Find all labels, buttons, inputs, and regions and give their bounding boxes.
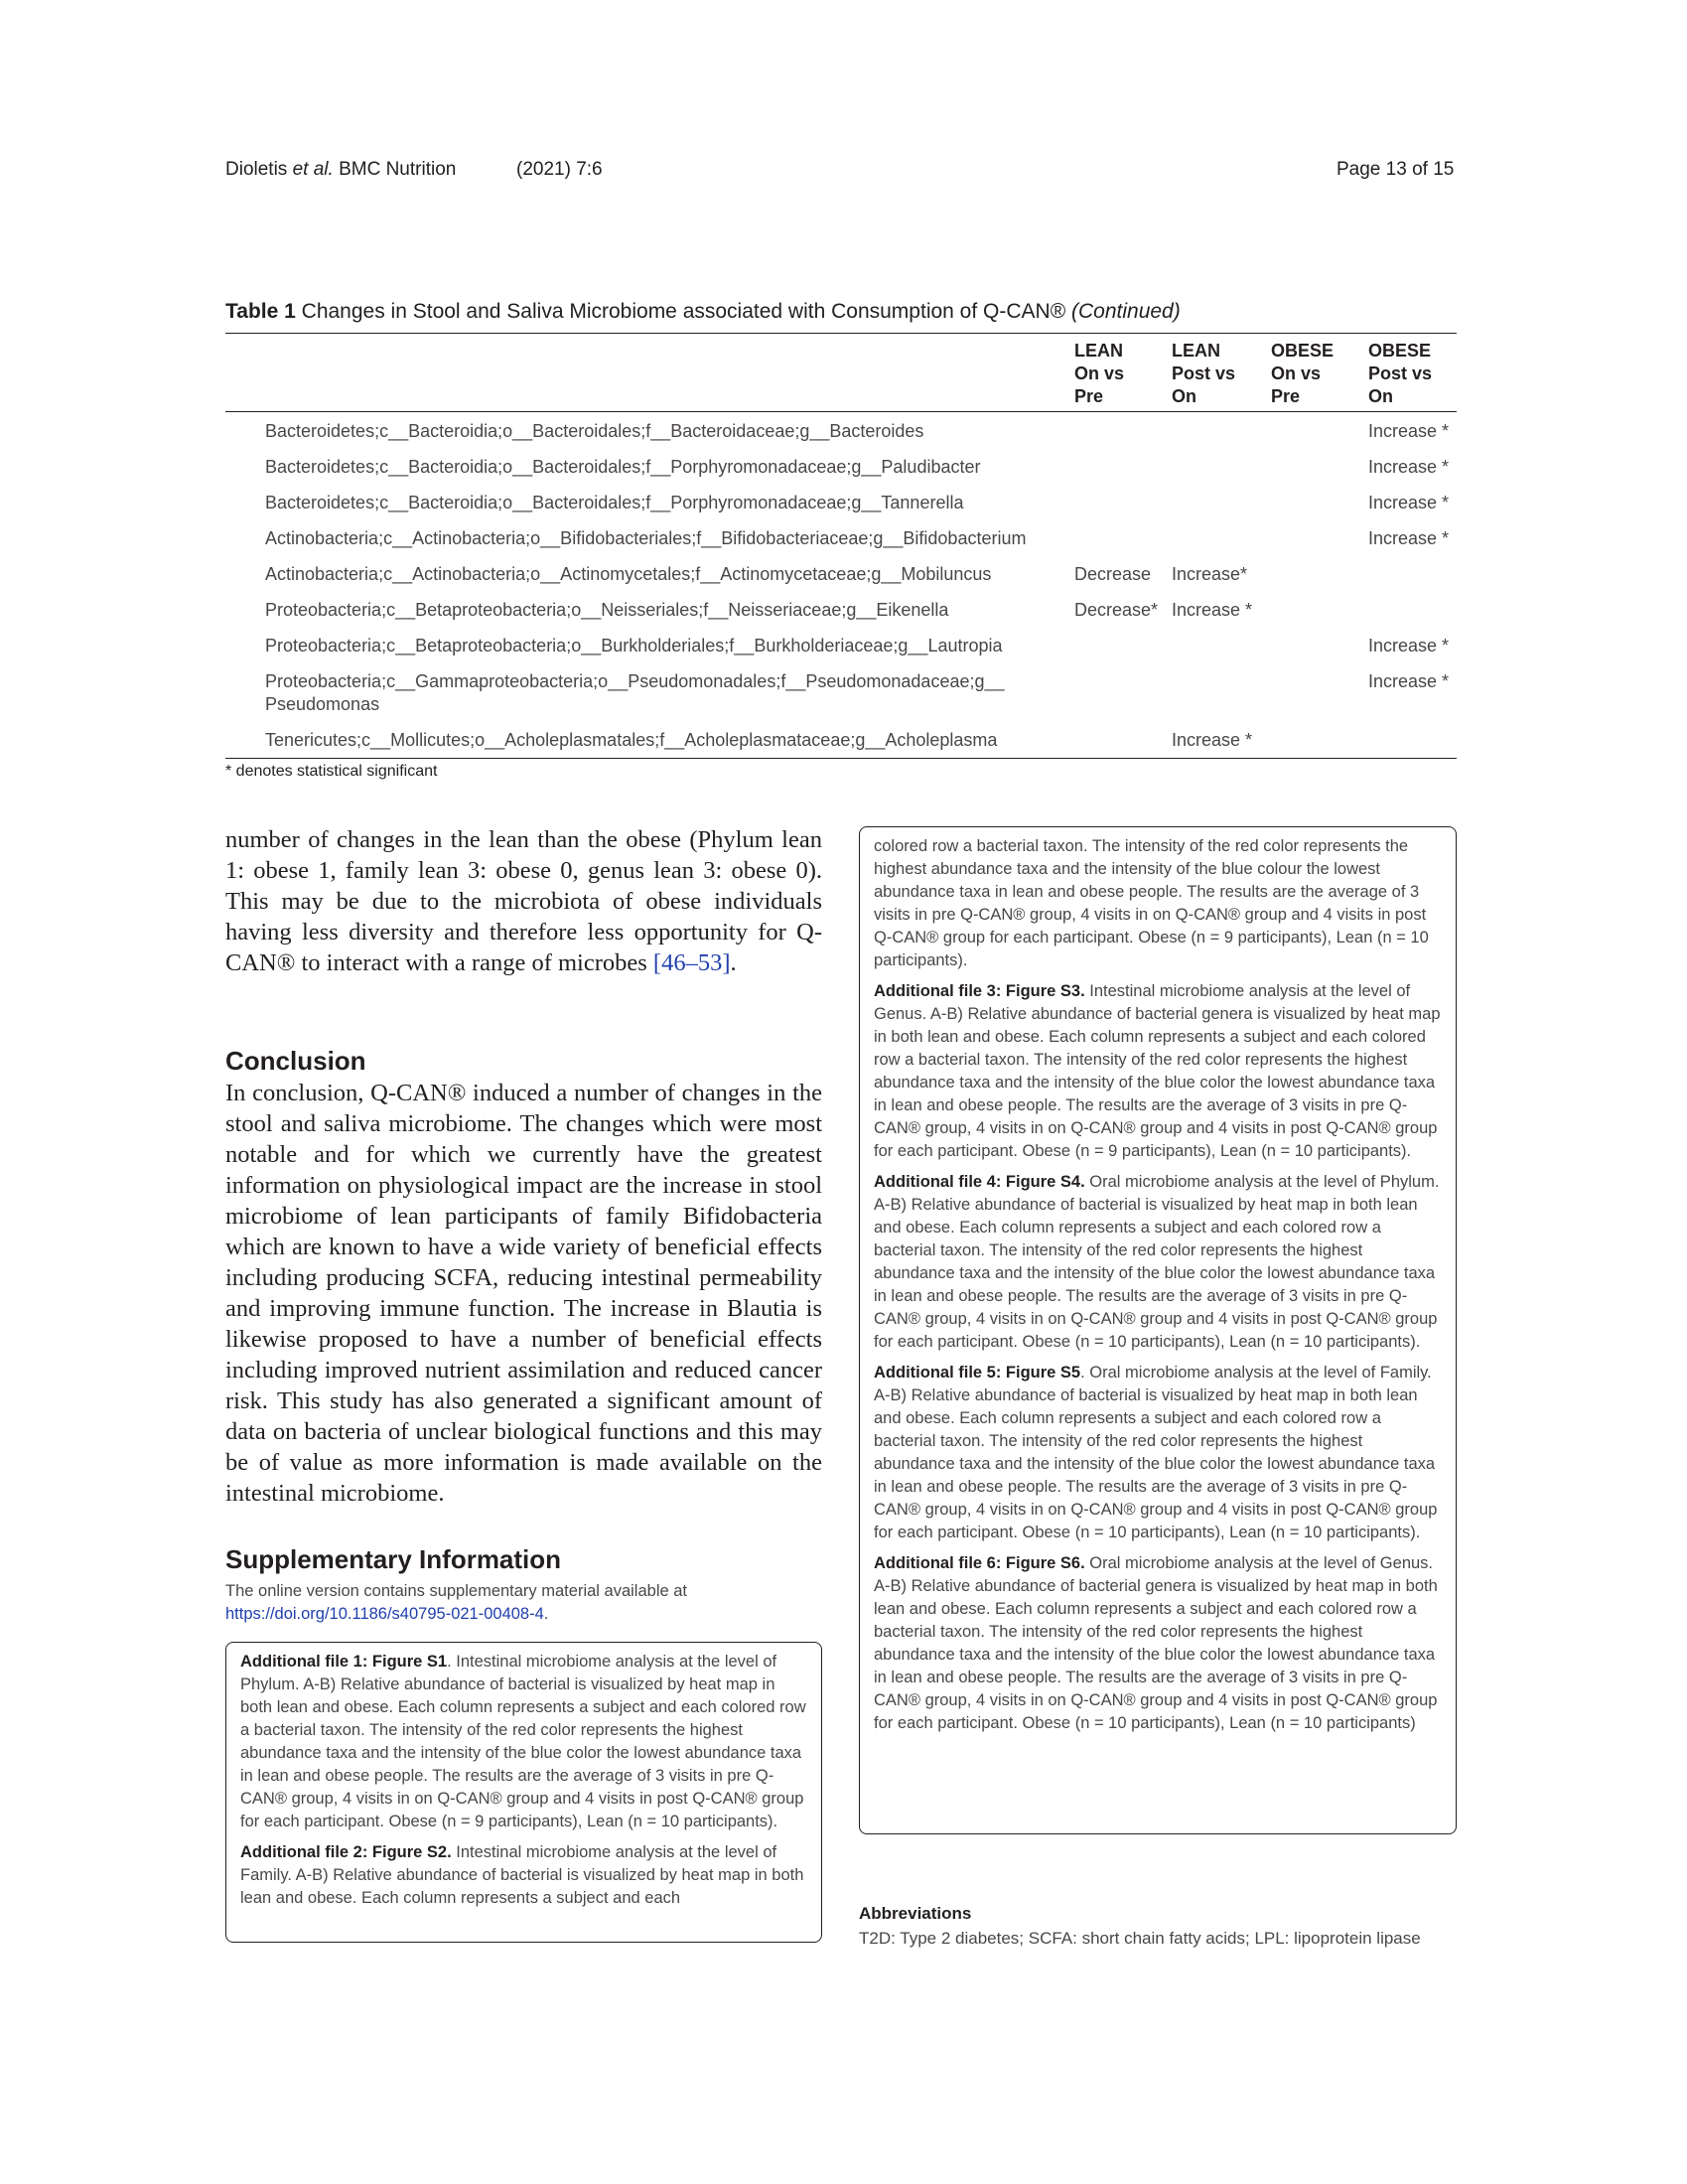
- column-header-lean-on-pre: LEAN On vs Pre: [1074, 341, 1125, 406]
- taxon-cell: Bacteroidetes;c__Bacteroidia;o__Bacteroidales;f__Porphyromonadaceae;g__Tannerella: [265, 493, 964, 512]
- cell-obese-post-on: Increase *: [1368, 493, 1450, 512]
- table-row: [225, 670, 1457, 716]
- supplementary-intro: [225, 1580, 821, 1626]
- header-year-volume: (2021) 7:6: [516, 159, 603, 180]
- additional-files-box-right: [859, 826, 1457, 1834]
- additional-file-entry: [240, 1841, 807, 1910]
- supplementary-intro-end: .: [543, 1605, 549, 1623]
- additional-file-entry: [240, 1651, 807, 1833]
- additional-file-label[interactable]: Additional file 2: Figure S2.: [240, 1843, 452, 1861]
- cell-obese-post-on: Increase *: [1368, 421, 1450, 441]
- table-row: [225, 635, 1457, 657]
- table-row: [225, 456, 1457, 479]
- table-caption: [225, 300, 1457, 324]
- table-label: Table 1: [225, 300, 296, 323]
- taxon-cell: Proteobacteria;c__Betaproteobacteria;o__Neisseriales;f__Neisseriaceae;g__Eikenella: [265, 600, 949, 620]
- cell-obese-post-on: Increase *: [1368, 528, 1450, 548]
- additional-file-description: colored row a bacterial taxon. The intensity of the red color represents the highest abundance taxa and the intensity of the blue colour the lowest abundance taxa in lean and obese people. The results are the average of 3 visits in pre Q-CAN® group, 4 visits in on Q-CAN® group and 4 visits in post Q-CAN® group for each participant. Obese (n = 9 participants), Lean (n = 10 participants).: [874, 837, 1429, 969]
- cell-lean-post-on: Increase*: [1172, 564, 1248, 584]
- additional-file-label[interactable]: Additional file 4: Figure S4.: [874, 1173, 1085, 1191]
- header-et-al: et al.: [292, 159, 334, 180]
- table-header-rule: [225, 411, 1457, 412]
- discussion-paragraph: [225, 824, 822, 978]
- discussion-text-end: .: [730, 949, 737, 976]
- additional-file-description: Intestinal microbiome analysis at the level of Family. A-B) Relative abundance of bacterial is visualized by heat map in both lean and obese. Each column represents a subject and each: [240, 1843, 804, 1907]
- additional-file-description: Oral microbiome analysis at the level of Phylum. A-B) Relative abundance of bacterial is visualized by heat map in both lean and obese. Each column represents a subject and each colored row a bacterial taxon. The intensity of the red color represents the highest abundance taxa and the intensity of the blue color the lowest abundance taxa in lean and obese people. The results are the average of 3 visits in pre Q-CAN® group, 4 visits in on Q-CAN® group and 4 visits in post Q-CAN® group for each participant. Obese (n = 10 participants), Lean (n = 10 participants).: [874, 1173, 1440, 1351]
- additional-file-label[interactable]: Additional file 5: Figure S5: [874, 1364, 1081, 1382]
- taxon-cell: Actinobacteria;c__Actinobacteria;o__Actinomycetales;f__Actinomycetaceae;g__Mobiluncus: [265, 564, 992, 584]
- taxon-cell: Bacteroidetes;c__Bacteroidia;o__Bacteroidales;f__Porphyromonadaceae;g__Paludibacter: [265, 457, 981, 477]
- header-authors: Dioletis: [225, 159, 288, 180]
- cell-obese-post-on: Increase *: [1368, 671, 1450, 691]
- additional-file-entry: [874, 1171, 1442, 1354]
- table-continued: (Continued): [1071, 300, 1181, 323]
- table-row: [225, 492, 1457, 514]
- table-caption-text: Changes in Stool and Saliva Microbiome associated with Consumption of Q-CAN®: [301, 300, 1071, 323]
- reference-link[interactable]: [46–53]: [652, 949, 731, 976]
- table-row: [225, 563, 1457, 586]
- cell-lean-on-pre: Decrease*: [1074, 600, 1159, 620]
- additional-file-description: Oral microbiome analysis at the level of Genus. A-B) Relative abundance of bacterial genera is visualized by heat map in both lean and obese. Each column represents a subject and each colored row a bacterial taxon. The intensity of the red color represents the highest abundance taxa and the intensity of the blue color the lowest abundance taxa in lean and obese people. The results are the average of 3 visits in pre Q-CAN® group, 4 visits in on Q-CAN® group and 4 visits in post Q-CAN® group for each participant. Obese (n = 10 participants), Lean (n = 10 participants): [874, 1554, 1438, 1732]
- additional-file-label[interactable]: Additional file 6: Figure S6.: [874, 1554, 1085, 1572]
- additional-files-box-left: [225, 1642, 822, 1943]
- conclusion-heading: Conclusion: [225, 1046, 366, 1076]
- additional-file-entry: [874, 980, 1442, 1163]
- additional-file-label[interactable]: Additional file 1: Figure S1: [240, 1653, 448, 1671]
- taxon-cell: Actinobacteria;c__Actinobacteria;o__Bifidobacteriales;f__Bifidobacteriaceae;g__Bifidobacterium: [265, 528, 1027, 548]
- cell-lean-post-on: Increase *: [1172, 730, 1253, 750]
- discussion-text: number of changes in the lean than the obese (Phylum lean 1: obese 1, family lean 3: obese 0, genus lean 3: obese 0). This may be due to the microbiota of obese individuals having less diversity and therefore less opportunity for Q-CAN® to interact with a range of microbes: [225, 826, 822, 976]
- table-footnote: * denotes statistical significant: [225, 763, 438, 780]
- taxon-cell: Proteobacteria;c__Betaproteobacteria;o__Burkholderiales;f__Burkholderiaceae;g__Lautropia: [265, 636, 1003, 655]
- cell-obese-post-on: Increase *: [1368, 636, 1450, 655]
- table-bottom-rule: [225, 758, 1457, 759]
- table-row: [225, 729, 1457, 752]
- header-page-number: Page 13 of 15: [1336, 159, 1455, 180]
- running-header-citation: [225, 159, 456, 181]
- conclusion-paragraph: In conclusion, Q-CAN® induced a number of changes in the stool and saliva microbiome. The changes which were most notable and for which we currently have the greatest information on physiological impact are the increase in stool microbiome of lean participants of family Bifidobacteria which are known to have a wide variety of beneficial effects including producing SCFA, reducing intestinal permeability and improving immune function. The increase in Blautia is likewise proposed to have a number of beneficial effects including improved nutrient assimilation and reduced cancer risk. This study has also generated a significant amount of data on bacteria of unclear biological functions and this may be of value as more information is made available on the intestinal microbiome.: [225, 1080, 822, 1507]
- supplementary-doi-link[interactable]: https://doi.org/10.1186/s40795-021-00408-4: [225, 1605, 544, 1623]
- abbreviations-heading: Abbreviations: [859, 1904, 972, 1923]
- header-journal: BMC Nutrition: [339, 159, 457, 180]
- column-header-obese-post-on: OBESE Post vs On: [1368, 341, 1433, 406]
- column-header-obese-on-pre: OBESE On vs Pre: [1271, 341, 1335, 406]
- column-header-lean-post-on: LEAN Post vs On: [1172, 341, 1236, 406]
- additional-file-description: . Intestinal microbiome analysis at the level of Phylum. A-B) Relative abundance of bacterial is visualized by heat map in both lean and obese. Each column represents a subject and each colored row a bacterial taxon. The intensity of the red color represents the highest abundance taxa and the intensity of the blue color the lowest abundance taxa in lean and obese people. The results are the average of 3 visits in pre Q-CAN® group, 4 visits in on Q-CAN® group and 4 visits in post Q-CAN® group for each participant. Obese (n = 9 participants), Lean (n = 10 participants).: [240, 1653, 806, 1830]
- additional-file-label[interactable]: Additional file 3: Figure S3.: [874, 982, 1085, 1000]
- table-row: [225, 599, 1457, 622]
- taxon-cell: Bacteroidetes;c__Bacteroidia;o__Bacteroidales;f__Bacteroidaceae;g__Bacteroides: [265, 421, 924, 441]
- additional-file-entry: [874, 1362, 1442, 1544]
- supplementary-intro-text: The online version contains supplementary material available at: [225, 1582, 688, 1600]
- taxon-cell: Proteobacteria;c__Gammaproteobacteria;o__Pseudomonadales;f__Pseudomonadaceae;g__ Pseudomonas: [265, 671, 1005, 714]
- taxon-cell: Tenericutes;c__Mollicutes;o__Acholeplasmatales;f__Acholeplasmataceae;g__Acholeplasma: [265, 730, 998, 750]
- additional-file-entry: [874, 1552, 1442, 1735]
- abbreviations-text: T2D: Type 2 diabetes; SCFA: short chain fatty acids; LPL: lipoprotein lipase: [859, 1929, 1421, 1948]
- table-row: [225, 420, 1457, 443]
- additional-file-description: Intestinal microbiome analysis at the level of Genus. A-B) Relative abundance of bacterial genera is visualized by heat map in both lean and obese. Each column represents a subject and each colored row a bacterial taxon. The intensity of the red color represents the highest abundance taxa and the intensity of the blue color the lowest abundance taxa in lean and obese people. The results are the average of 3 visits in pre Q-CAN® group, 4 visits in on Q-CAN® group and 4 visits in post Q-CAN® group for each participant. Obese (n = 9 participants), Lean (n = 10 participants).: [874, 982, 1441, 1160]
- cell-lean-on-pre: Decrease: [1074, 564, 1152, 584]
- cell-lean-post-on: Increase *: [1172, 600, 1253, 620]
- table-top-rule: [225, 333, 1457, 334]
- table-row: [225, 527, 1457, 550]
- supplementary-heading: Supplementary Information: [225, 1544, 562, 1574]
- cell-obese-post-on: Increase *: [1368, 457, 1450, 477]
- additional-file-entry: [874, 835, 1442, 972]
- additional-file-description: . Oral microbiome analysis at the level of Family. A-B) Relative abundance of bacterial is visualized by heat map in both lean and obese. Each column represents a subject and each colored row a bacterial taxon. The intensity of the red color represents the highest abundance taxa and the intensity of the blue color the lowest abundance taxa in lean and obese people. The results are the average of 3 visits in pre Q-CAN® group, 4 visits in on Q-CAN® group and 4 visits in post Q-CAN® group for each participant. Obese (n = 10 participants), Lean (n = 10 participants).: [874, 1364, 1438, 1541]
